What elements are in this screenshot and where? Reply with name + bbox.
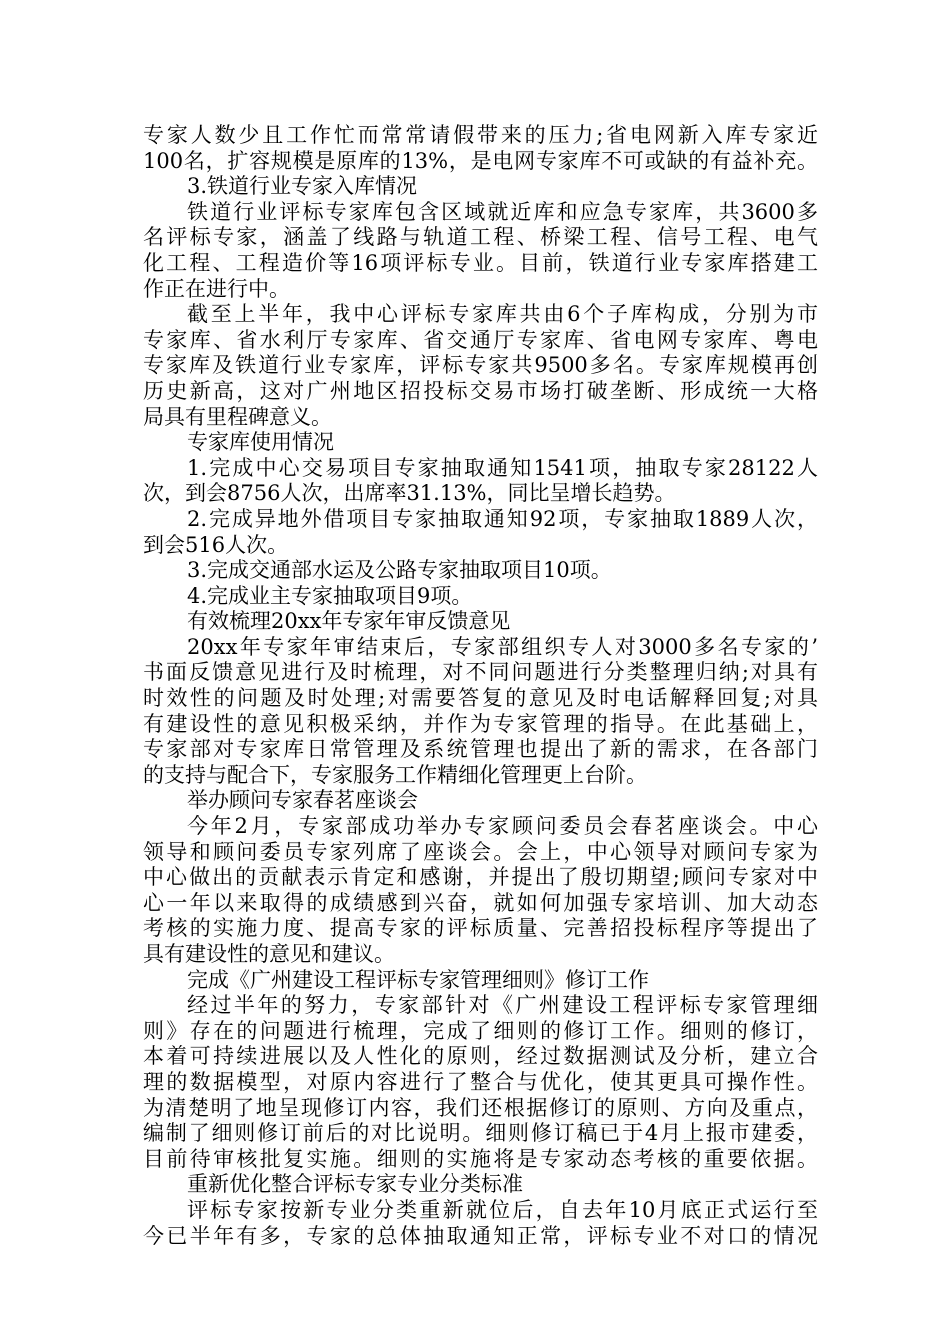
text-line: 书面反馈意见进行及时梳理，对不同问题进行分类整理归纳;对具有: [143, 660, 818, 685]
text-line: 化工程、工程造价等16项评标专业。目前，铁道行业专家库搭建工: [143, 250, 818, 275]
text-line: 100名，扩容规模是原库的13%，是电网专家库不可或缺的有益补充。: [143, 148, 818, 173]
text-line: 4.完成业主专家抽取项目9项。: [187, 583, 473, 608]
text-line: 本着可持续进展以及人性化的原则，经过数据测试及分析，建立合: [143, 1044, 818, 1069]
section-heading: 完成《广州建设工程评标专家管理细则》修订工作: [187, 967, 649, 992]
text-line: 经过半年的努力，专家部针对《广州建设工程评标专家管理细: [187, 993, 818, 1018]
text-line: 今已半年有多，专家的总体抽取通知正常，评标专业不对口的情况: [143, 1223, 818, 1248]
section-heading: 3.铁道行业专家入库情况: [187, 174, 418, 199]
text-line: 局具有里程碑意义。: [143, 404, 332, 429]
text-line: 1.完成中心交易项目专家抽取通知1541项，抽取专家28122人: [187, 455, 818, 480]
text-line: 心一年以来取得的成绩感到兴奋，就如何加强专家培训、加大动态: [143, 890, 818, 915]
text-line: 2.完成异地外借项目专家抽取通知92项，专家抽取1889人次，: [187, 506, 818, 531]
text-line: 中心做出的贡献表示肯定和感谢，并提出了殷切期望;顾问专家对中: [143, 865, 818, 890]
text-line: 编制了细则修订前后的对比说明。细则修订稿已于4月上报市建委，: [143, 1121, 818, 1146]
text-line: 专家部对专家库日常管理及系统管理也提出了新的需求，在各部门: [143, 737, 818, 762]
text-line: 评标专家按新专业分类重新就位后，自去年10月底正式运行至: [187, 1197, 818, 1222]
section-heading: 重新优化整合评标专家专业分类标准: [187, 1172, 523, 1197]
section-heading: 有效梳理20xx年专家年审反馈意见: [187, 609, 511, 634]
text-line: 次，到会8756人次，出席率31.13%，同比呈增长趋势。: [143, 481, 676, 506]
text-line: 具有建设性的意见和建议。: [143, 942, 395, 966]
text-line: 为清楚明了地呈现修订内容，我们还根据修订的原则、方向及重点，: [143, 1095, 818, 1120]
text-line: 专家库、省水利厅专家库、省交通厅专家库、省电网专家库、粤电: [143, 327, 818, 352]
text-line: 截至上半年，我中心评标专家库共由6个子库构成，分别为市: [187, 302, 818, 327]
text-line: 铁道行业评标专家库包含区域就近库和应急专家库，共3600多: [187, 199, 818, 224]
document-body: [143, 123, 818, 1249]
text-line: 时效性的问题及时处理;对需要答复的意见及时电话解释回复;对具: [143, 686, 818, 711]
text-line: 20xx年专家年审结束后，专家部组织专人对3000多名专家的’: [187, 634, 818, 659]
text-line: 目前待审核批复实施。细则的实施将是专家动态考核的重要依据。: [143, 1146, 818, 1171]
text-line: 今年2月，专家部成功举办专家顾问委员会春茗座谈会。中心: [187, 814, 818, 839]
text-line: 名评标专家，涵盖了线路与轨道工程、桥梁工程、信号工程、电气: [143, 225, 818, 250]
section-heading: 专家库使用情况: [187, 430, 334, 455]
text-line: 理的数据模型，对原内容进行了整合与优化，使其更具可操作性。: [143, 1069, 818, 1094]
text-line: 则》存在的问题进行梳理，完成了细则的修订工作。细则的修订，: [143, 1018, 818, 1043]
section-heading: 举办顾问专家春茗座谈会: [187, 788, 418, 813]
text-line: 专家人数少且工作忙而常常请假带来的压力;省电网新入库专家近: [143, 123, 818, 147]
text-line: 历史新高，这对广州地区招投标交易市场打破垄断、形成统一大格: [143, 378, 818, 403]
text-line: 作正在进行中。: [143, 276, 290, 301]
text-line: 专家库及铁道行业专家库，评标专家共9500多名。专家库规模再创: [143, 353, 818, 378]
text-line: 有建设性的意见积极采纳，并作为专家管理的指导。在此基础上，: [143, 711, 818, 736]
text-line: 的支持与配合下，专家服务工作精细化管理更上台阶。: [143, 762, 647, 787]
text-line: 到会516人次。: [143, 532, 289, 557]
text-line: 3.完成交通部水运及公路专家抽取项目10项。: [187, 558, 612, 583]
text-line: 领导和顾问委员专家列席了座谈会。会上，中心领导对顾问专家为: [143, 839, 818, 864]
text-line: 考核的实施力度、提高专家的评标质量、完善招投标程序等提出了: [143, 916, 818, 941]
